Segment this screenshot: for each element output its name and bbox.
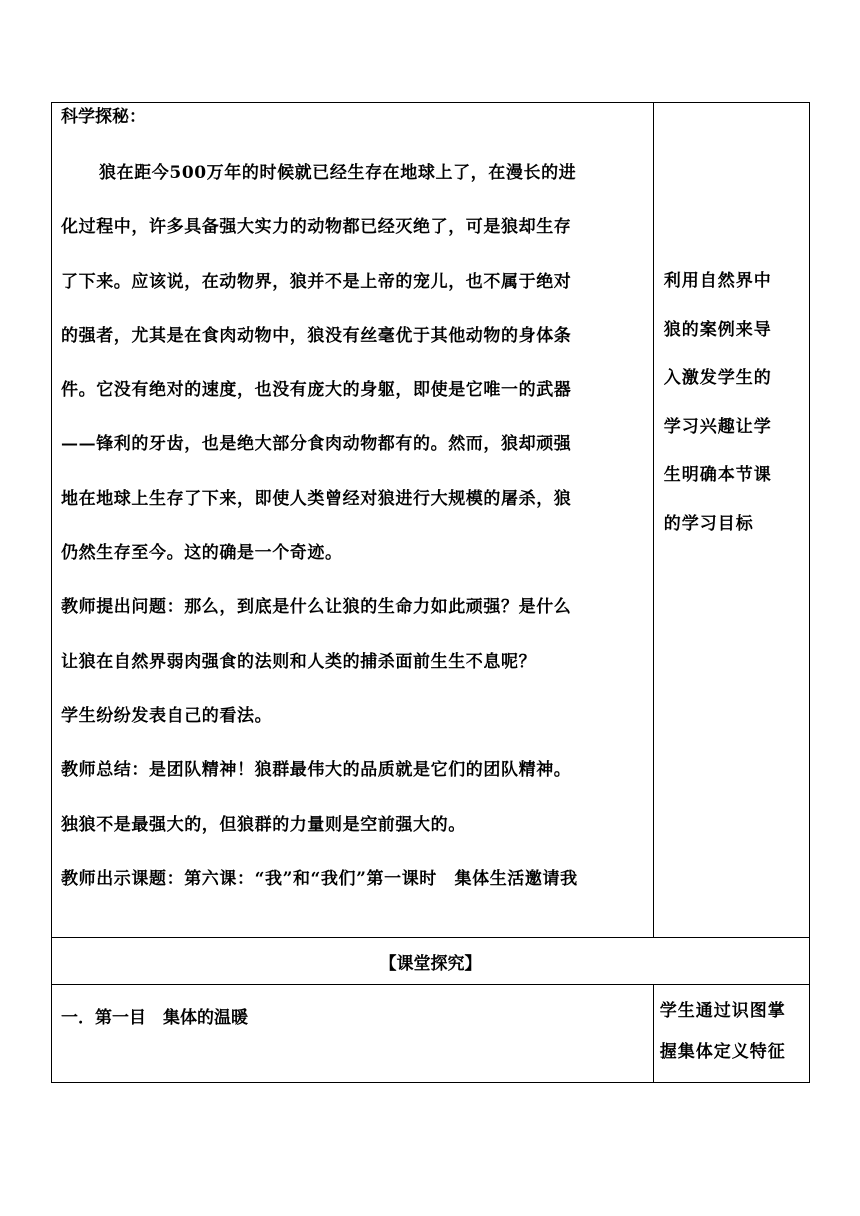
section-title: 【课堂探究】 xyxy=(52,938,810,985)
purpose-line: 的学习目标 xyxy=(663,513,754,534)
teacher-summary-cont: 独狼不是最强大的，但狼群的力量则是空前强大的。 xyxy=(61,814,466,835)
section-title-row xyxy=(52,938,810,985)
first-item-title: 一．第一目 集体的温暖 xyxy=(61,1008,248,1028)
first-item-row xyxy=(52,985,810,1083)
purpose-line: 学习兴趣让学 xyxy=(663,416,772,437)
purpose-line: 入激发学生的 xyxy=(663,368,772,388)
purpose-line: 生明确本节课 xyxy=(663,465,772,485)
purpose-line: 利用自然界中 xyxy=(663,271,772,291)
body-line: 了下来。应该说，在动物界，狼并不是上帝的宠儿，也不属于绝对 xyxy=(61,271,572,292)
student-response: 学生纷纷发表自己的看法。 xyxy=(61,705,273,726)
teacher-question: 教师提出问题：那么，到底是什么让狼的生命力如此顽强？是什么 xyxy=(61,597,572,618)
intro-content-cell xyxy=(52,103,654,938)
intro-row xyxy=(52,103,810,938)
lesson-plan-table xyxy=(51,102,810,1083)
intro-purpose-cell xyxy=(653,103,809,938)
body-line: 化过程中，许多具备强大实力的动物都已经灭绝了，可是狼却生存 xyxy=(61,217,572,238)
body-line: 地在地球上生存了下来，即使人类曾经对狼进行大规模的屠杀，狼 xyxy=(61,488,572,509)
teacher-question-cont: 让狼在自然界弱肉强食的法则和人类的捕杀面前生生不息呢？ xyxy=(61,651,537,672)
intro-body xyxy=(61,146,645,906)
purpose-line: 握集体定义特征 xyxy=(659,1042,786,1062)
first-item-cell xyxy=(52,985,654,1083)
body-line: 的强者，尤其是在食肉动物中，狼没有丝毫优于其他动物的身体条 xyxy=(61,325,572,346)
body-line: 仍然生存至今。这的确是一个奇迹。 xyxy=(61,543,343,564)
body-line: 狼在距今500万年的时候就已经生存在地球上了，在漫长的进 xyxy=(99,163,577,183)
first-item-purpose-cell xyxy=(653,985,809,1083)
body-line: ——锋利的牙齿，也是绝大部分食肉动物都有的。然而，狼却顽强 xyxy=(61,434,572,455)
teacher-summary: 教师总结：是团队精神！狼群最伟大的品质就是它们的团队精神。 xyxy=(61,760,572,781)
body-line: 件。它没有绝对的速度，也没有庞大的身躯，即使是它唯一的武器 xyxy=(61,380,572,401)
section-heading: 科学探秘： xyxy=(61,107,146,127)
purpose-line: 狼的案例来导 xyxy=(663,319,772,340)
purpose-line: 学生通过识图掌 xyxy=(659,1001,786,1021)
lesson-topic: 教师出示课题：第六课：“我”和“我们”第一课时 集体生活邀请我 xyxy=(61,868,578,889)
